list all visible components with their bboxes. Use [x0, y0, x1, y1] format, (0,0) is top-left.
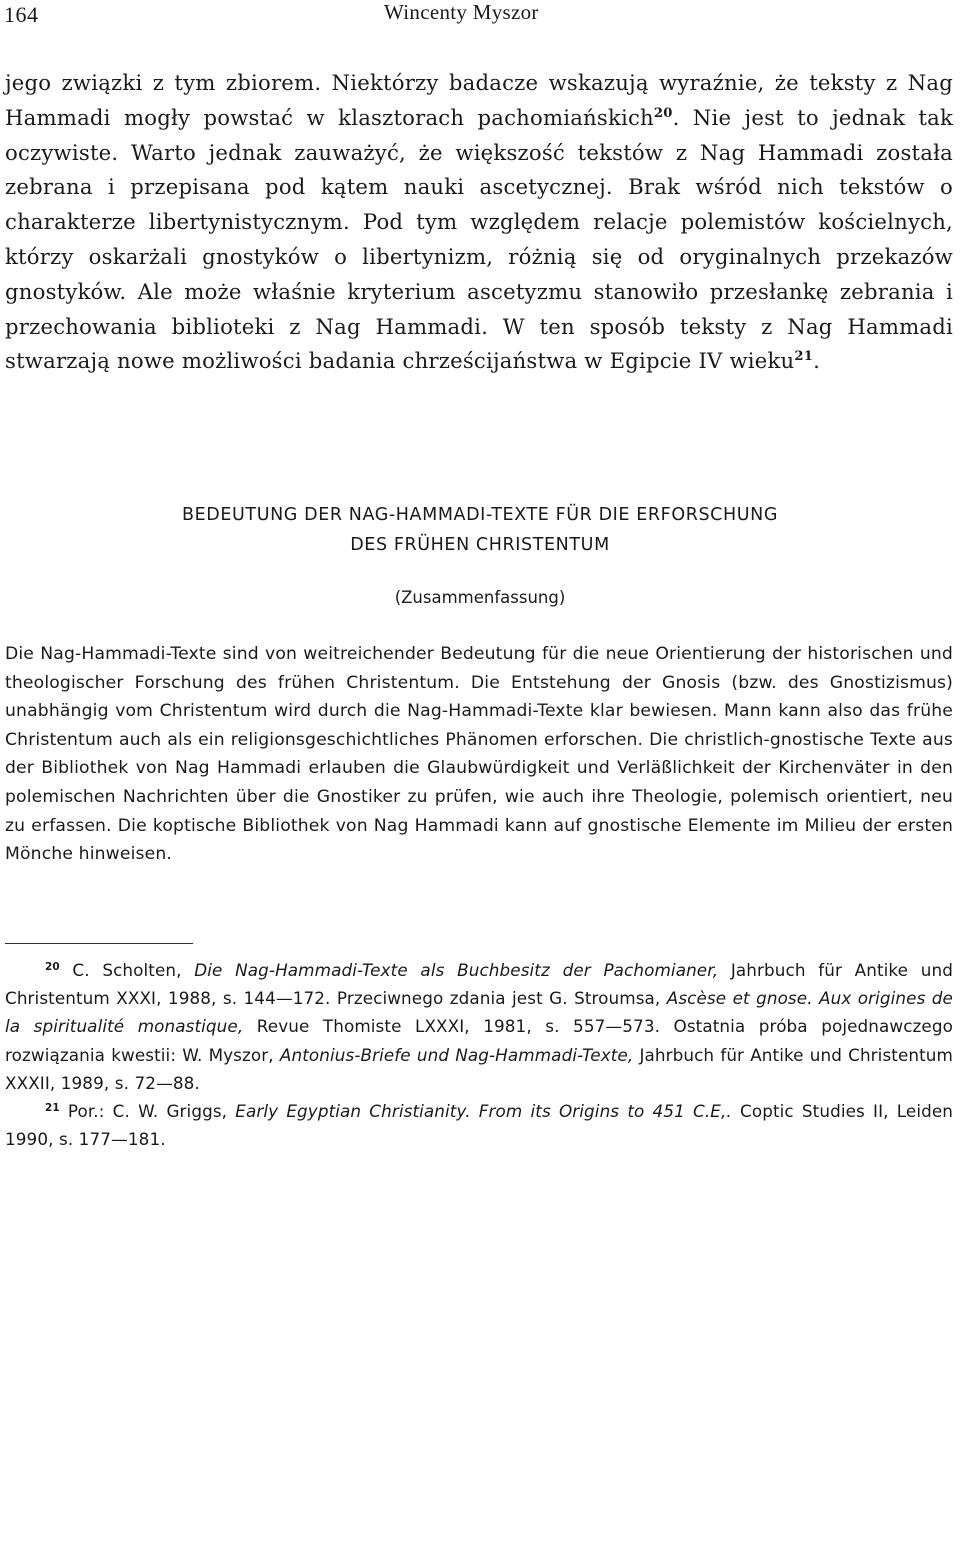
footnote-text: Revue Thomiste LXXXI, 1981, s. 557—573. Ostatnia próba pojednawczego rozwiązania kwestii: W. Myszor,: [5, 1016, 953, 1065]
summary-heading-line: DES FRÜHEN CHRISTENTUM: [350, 535, 610, 555]
footnote: [5, 956, 953, 1097]
footnote-marker: 21: [45, 1101, 60, 1114]
footnotes-section: [5, 956, 953, 1153]
footnote: [5, 1097, 953, 1153]
footnote-text: C. Scholten,: [59, 960, 195, 980]
footnote-title: Antonius-Briefe und Nag-Hammadi-Texte,: [279, 1044, 634, 1065]
summary-subheading: (Zusammenfassung): [394, 588, 566, 607]
body-text-part: jego związki z tym zbiorem. Niektórzy badacze wskazują wyraźnie, że teksty z Nag Hammadi mogły powstać w klasztorach pachomiańskich: [5, 70, 953, 130]
summary-heading-line: BEDEUTUNG DER NAG-HAMMADI-TEXTE FÜR DIE ERFORSCHUNG: [182, 505, 778, 525]
summary-paragraph: Die Nag-Hammadi-Texte sind von weitreichender Bedeutung für die neue Orientierung der historischen und theologischer Forschung des frühen Christentum. Die Entstehung der Gnosis (bzw. des Gnostizismus) unabhängig vom Christentum wird durch die Nag-Hammadi-Texte klar bewiesen. Mann kann also das frühe Christentum auch als ein religionsgeschichtliches Phänomen erforschen. Die christlich-gnostische Texte aus der Bibliothek von Nag Hammadi erlauben die Glaubwürdigkeit und Verläßlichkeit der Kirchenväter in den polemischen Nachrichten über die Gnostiker zu prüfen, wie auch ihre Theologie, polemisch orientiert, neu zu erfassen. Die koptische Bibliothek von Nag Hammadi kann auf gnostische Elemente im Milieu der ersten Mönche hinweisen.: [5, 644, 953, 865]
body-text-part: . Nie jest to jednak tak oczywiste. Warto jednak zauważyć, że większość tekstów z Nag Hammadi została zebrana i przepisana pod kątem nauki ascetycznej. Brak wśród nich tekstów o charakterze libertynistycznym. Pod tym względem relacje polemistów kościelnych, którzy oskarżali gnostyków o libertynizm, różnią się od oryginalnych przekazów gnostyków. Ale może właśnie kryterium ascetyzmu stanowiło przesłankę zebrania i przechowania biblioteki z Nag Hammadi. W ten sposób teksty z Nag Hammadi stwarzają nowe możliwości badania chrześcijaństwa w Egipcie IV wieku: [5, 104, 953, 374]
body-text-part: .: [813, 348, 821, 374]
footnote-title: Ascèse et gnose. Aux origines de la spiritualité monastique,: [5, 988, 953, 1037]
footnote-title: Early Egyptian Christianity. From its Origins to 451 C.E,.: [235, 1101, 732, 1122]
running-title: Wincenty Myszor: [384, 0, 539, 24]
footnote-marker: 20: [45, 960, 60, 973]
footnote-divider: [5, 943, 193, 944]
footnote-reference: 20: [653, 105, 673, 121]
footnote-text: Coptic Studies II, Leiden 1990, s. 177—181.: [5, 1101, 953, 1150]
body-paragraph: [5, 66, 953, 379]
footnote-title: Die Nag-Hammadi-Texte als Buchbesitz der Pachomianer,: [194, 960, 719, 980]
page-number: 164: [4, 2, 39, 27]
footnote-reference: 21: [794, 349, 814, 365]
footnote-text: Por.: C. W. Griggs,: [59, 1101, 236, 1122]
summary-heading: [0, 500, 960, 560]
running-head: [0, 0, 960, 30]
footnote-text: Jahrbuch für Antike und Christentum XXXII, 1989, s. 72—88.: [5, 1044, 953, 1093]
footnote-text: Jahrbuch für Antike und Christentum XXXI, 1988, s. 144—172. Przeciwnego zdania jest G. Stroumsa,: [5, 960, 953, 1009]
